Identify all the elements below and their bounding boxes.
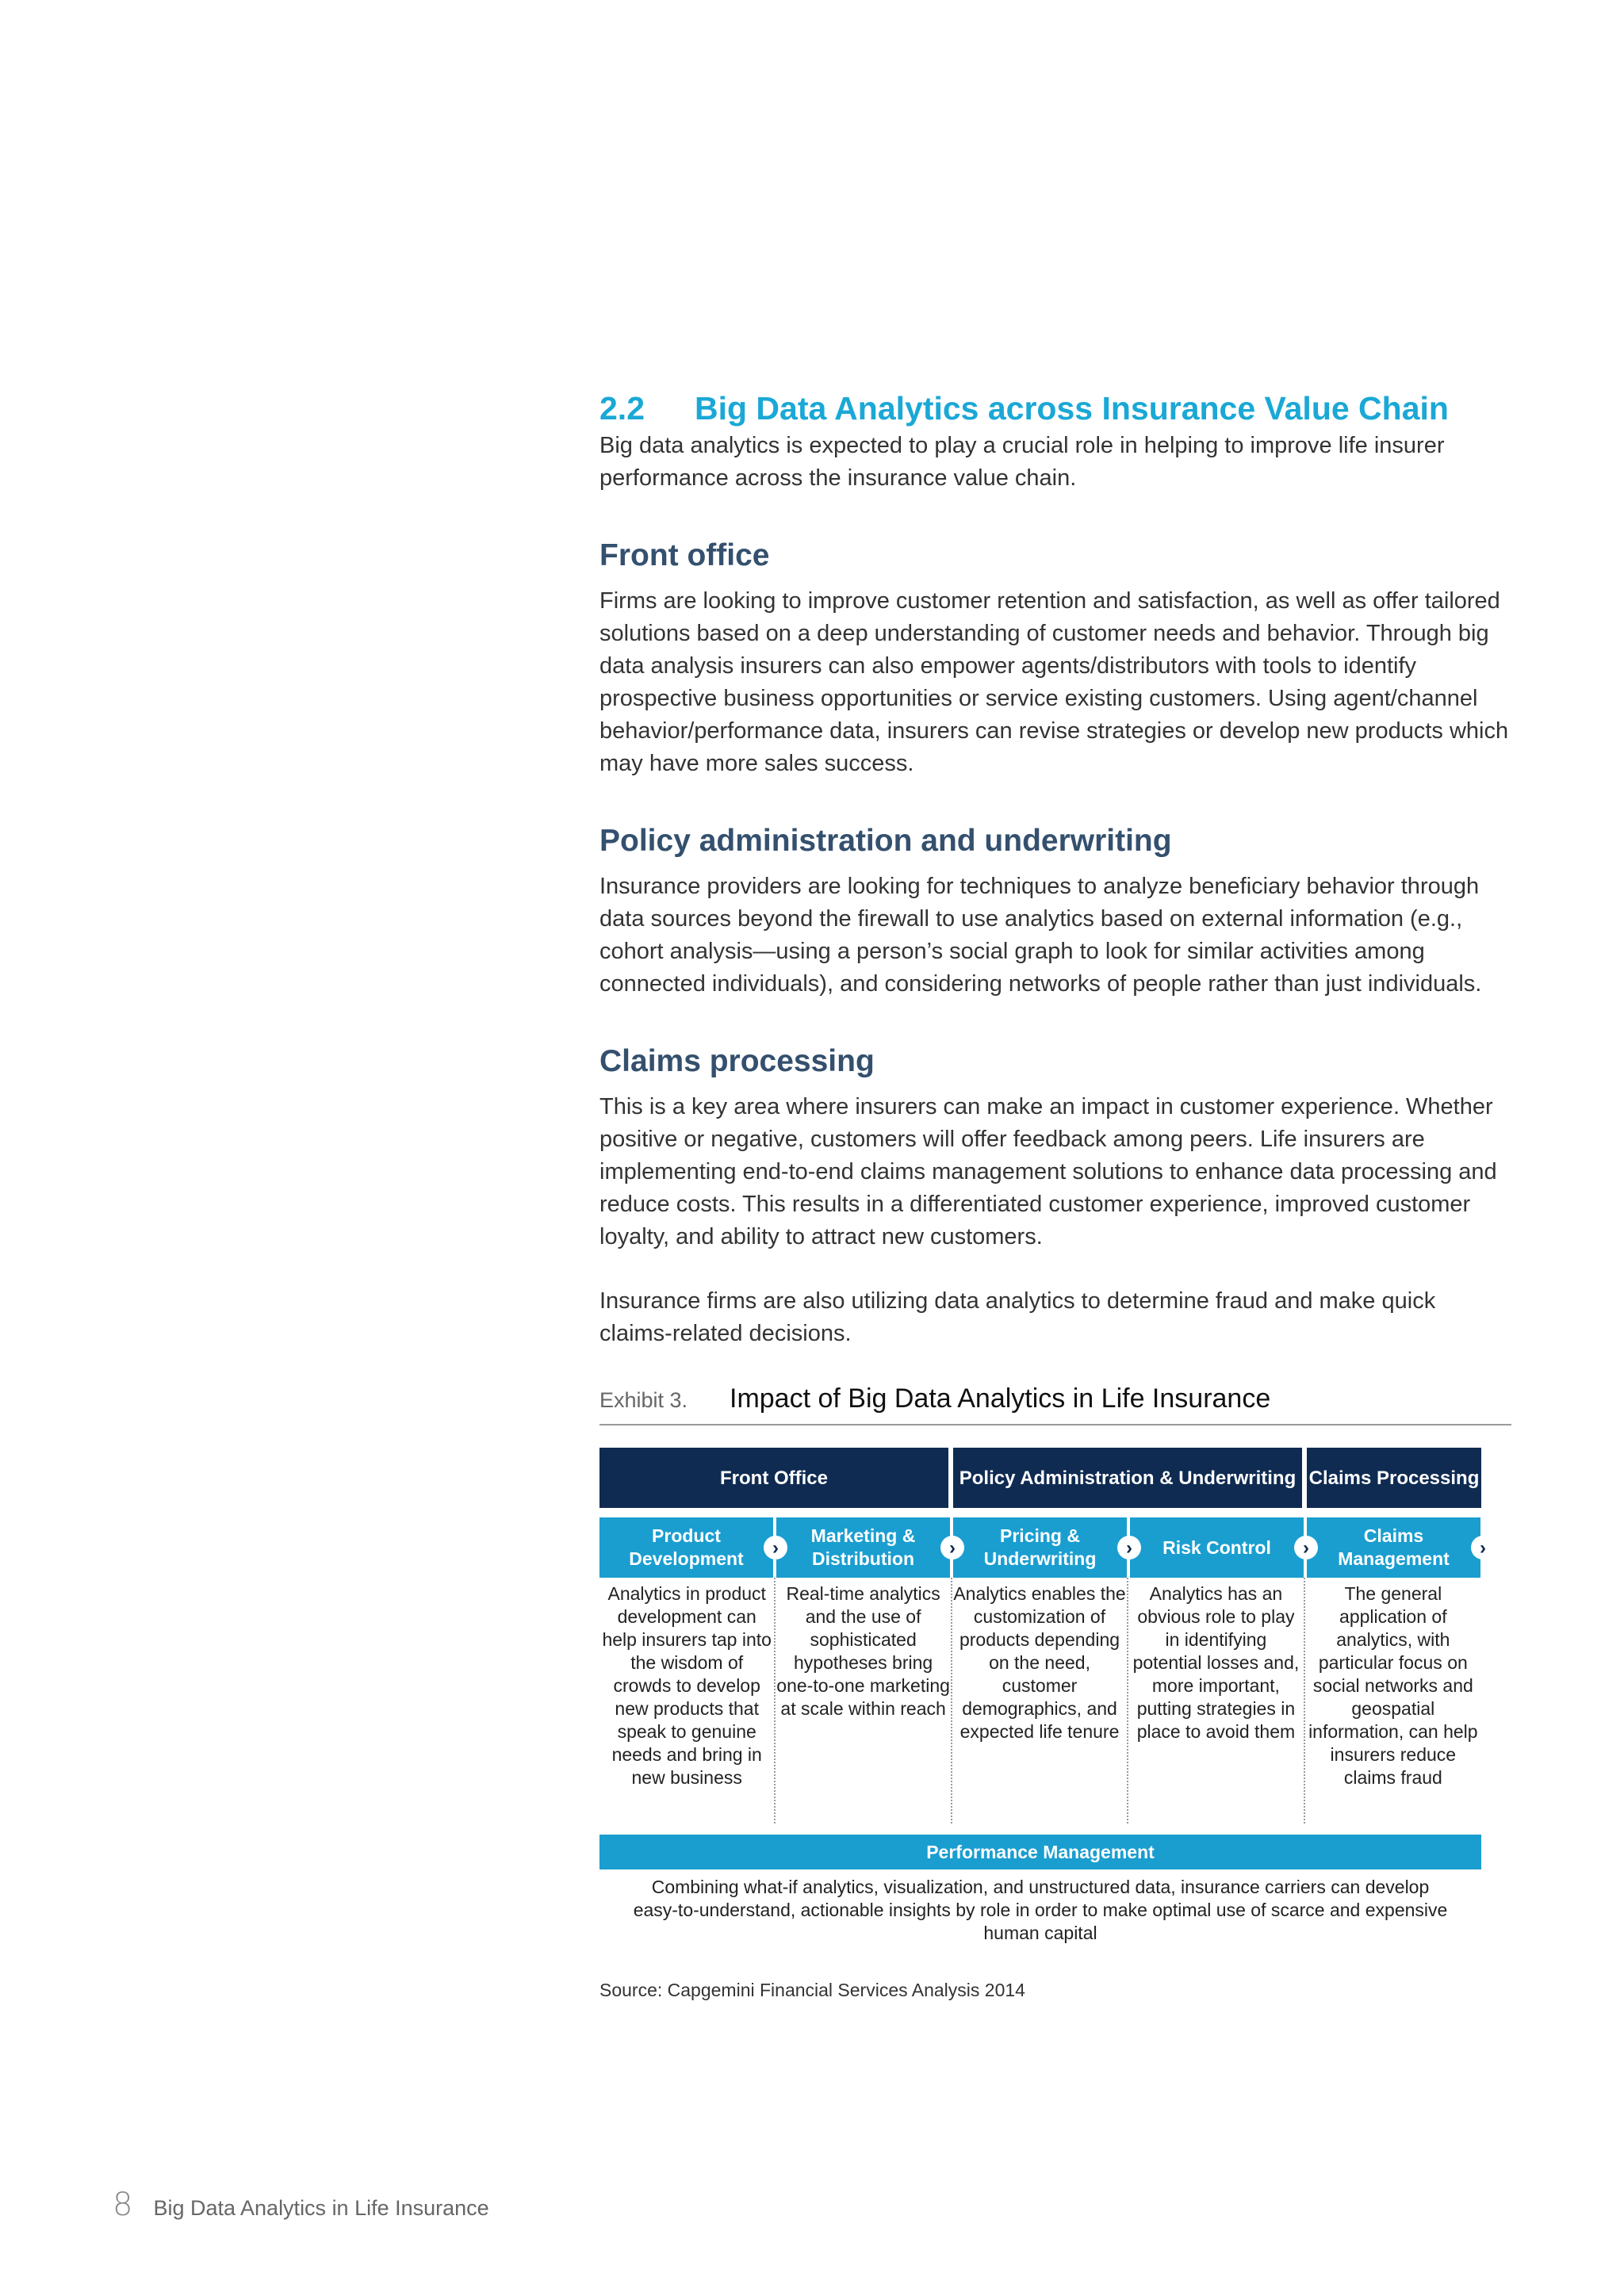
description-cell: Analytics in product development can help insurers tap into the wisdom of crowds to develop new products that speak to genuine needs and bring in new business xyxy=(599,1578,776,1823)
exhibit-title: Impact of Big Data Analytics in Life Insurance xyxy=(730,1383,1271,1414)
footer-title: Big Data Analytics in Life Insurance xyxy=(153,2196,489,2220)
category-bar xyxy=(599,1448,1481,1508)
description-cell: Analytics enables the customization of products depending on the need, customer demographics, and expected life tenure xyxy=(952,1578,1128,1823)
claims-text-1: This is a key area where insurers can make an impact in customer experience. Whether positive or negative, customers will offer feedback among peers. Life insurers are implementing end-to-end claims management solutions to enhance data processing and reduce costs. This results in a differentiated customer experience, improved customer loyalty, and ability to attract new customers. xyxy=(599,1094,1497,1249)
subcategory-label: Claims Management xyxy=(1338,1525,1450,1569)
section-number: 2.2 xyxy=(599,390,645,427)
subcategory-item xyxy=(599,1517,779,1578)
policy-admin-text: Insurance providers are looking for techniques to analyze beneficiary behavior through data sources beyond the firewall to use analytics based on external information (e.g., cohort analysis—using a person’s social graph to look for similar activities among connected individuals), and considering networks of people rather than just individuals. xyxy=(599,874,1482,997)
chevron-right-icon: › xyxy=(1117,1536,1141,1559)
policy-admin-heading: Policy administration and underwriting xyxy=(599,824,1172,858)
page-footer xyxy=(113,2187,489,2223)
subcategory-item xyxy=(953,1517,1132,1578)
section-title xyxy=(599,387,1511,430)
performance-management-bar: Performance Management xyxy=(599,1835,1481,1869)
claims-text-2: Insurance firms are also utilizing data analytics to determine fraud and make quick claims-related decisions. xyxy=(599,1288,1436,1346)
subcategory-label: Risk Control xyxy=(1162,1536,1271,1558)
subcategory-label: Marketing & Distribution xyxy=(810,1525,916,1569)
chevron-right-icon: › xyxy=(1294,1536,1318,1559)
subcategory-item xyxy=(776,1517,956,1578)
subcategory-label: Product Development xyxy=(629,1525,744,1569)
description-row xyxy=(599,1578,1481,1823)
chevron-right-icon: › xyxy=(940,1536,964,1559)
subcategory-item xyxy=(1130,1517,1309,1578)
front-office-text: Firms are looking to improve customer retention and satisfaction, as well as offer tailored solutions based on a deep understanding of customer needs and behavior. Through big data analysis insurers can also empower agents/distributors with tools to identify prospective business opportunities or service existing customers. Using agent/channel behavior/performance data, insurers can revise strategies or develop new products which may have more sales success. xyxy=(599,588,1509,776)
description-cell: Analytics has an obvious role to play in identifying potential losses and, more important, putting strategies in place to avoid them xyxy=(1128,1578,1304,1823)
section-intro: Big data analytics is expected to play a crucial role in helping to improve life insurer performance across the insurance value chain. xyxy=(599,433,1445,491)
subcategory-row xyxy=(599,1517,1486,1578)
section-heading: Big Data Analytics across Insurance Value Chain xyxy=(695,390,1449,427)
exhibit-label: Exhibit 3. xyxy=(599,1388,688,1412)
exhibit-source: Source: Capgemini Financial Services Analysis 2014 xyxy=(599,1980,1025,2000)
category-front-office: Front Office xyxy=(599,1448,948,1508)
subcategory-item xyxy=(1307,1517,1486,1578)
performance-management-text: Combining what-if analytics, visualization, and unstructured data, insurance carriers can develop easy-to-understand, actionable insights by role in order to make optimal use of scarce and expensive human capital xyxy=(633,1877,1448,1943)
exhibit-header xyxy=(599,1383,1511,1425)
category-claims: Claims Processing xyxy=(1307,1448,1481,1508)
chevron-right-icon: › xyxy=(764,1536,787,1559)
category-policy-admin: Policy Administration & Underwriting xyxy=(953,1448,1302,1508)
front-office-heading: Front office xyxy=(599,538,770,572)
page-content xyxy=(599,387,1511,2001)
description-cell: Real-time analytics and the use of sophisticated hypotheses bring one-to-one marketing at scale within reach xyxy=(776,1578,952,1823)
value-chain-diagram xyxy=(599,1448,1486,1945)
chevron-right-icon: › xyxy=(1471,1536,1495,1559)
subcategory-label: Pricing & Underwriting xyxy=(983,1525,1097,1569)
claims-heading: Claims processing xyxy=(599,1044,875,1078)
description-cell: The general application of analytics, with particular focus on social networks and geospatial information, can help insurers reduce claims fraud xyxy=(1308,1583,1478,1788)
page-number: 8 xyxy=(113,2187,133,2223)
